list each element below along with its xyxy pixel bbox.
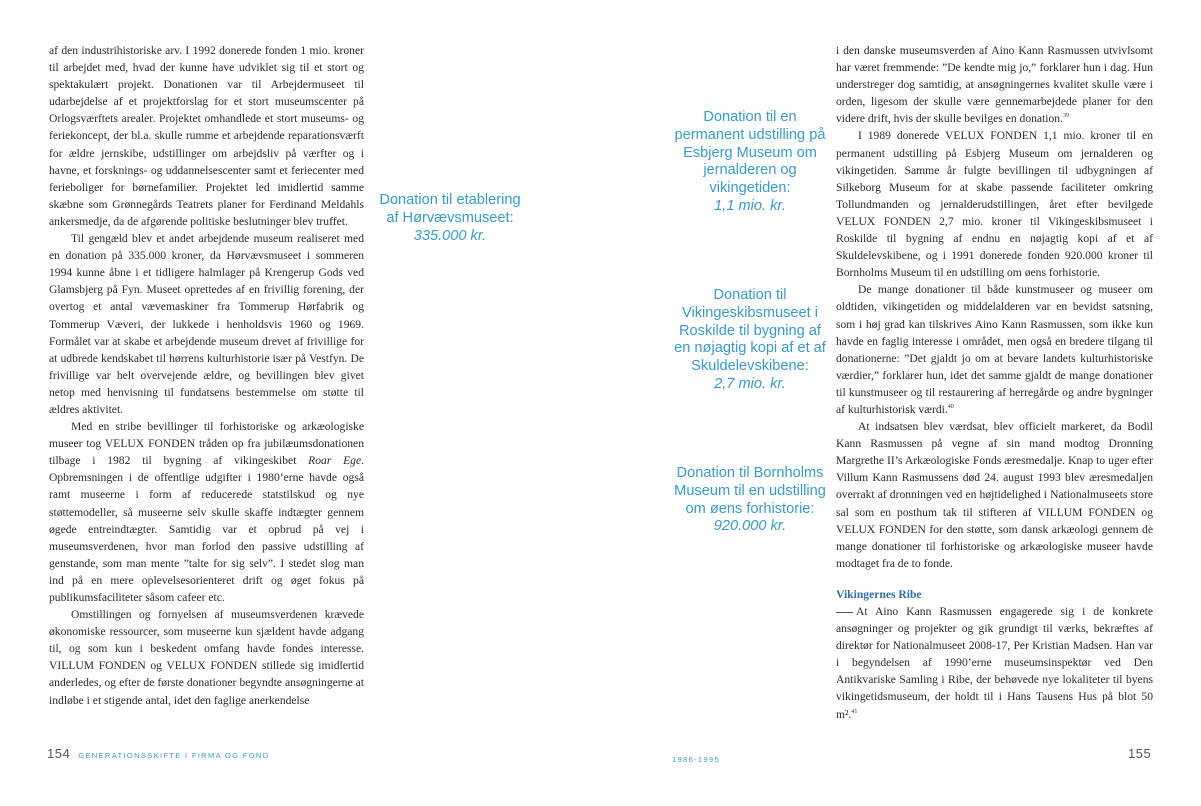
pullquote-amount: 335.000 kr. (413, 227, 487, 244)
paragraph-text: . Opbremsningen i de offentlige udgifter i 1980’erne havde også ramt museerne i form af reducerede statstilskud og nye støttemodeller, så museerne selv skulle skaffe indtægter gennem øgede entreindtægter. Samtidig var et opbrud på vej i museumsverdenen, hvor man forlod den passive udstilling af genstande, som man mente ”talte for sig selv”. I stedet slog man ind på en mere oplevelsesorienteret drift og øget fokus på publikumsfaciliteter såsom cafeer etc. (49, 454, 364, 604)
pullquote-amount: 920.000 kr. (713, 518, 787, 535)
pullquote-horvaevsmuseet (372, 192, 528, 245)
pullquote-text: Donation til en permanent udstilling på Esbjerg Museum om jernalderen og vikingetiden: (674, 109, 826, 197)
pullquote-esbjerg-museum (672, 109, 828, 216)
page-number: 154 (47, 746, 71, 761)
footnote-ref: 39 (1063, 113, 1069, 120)
footer-left (47, 745, 269, 763)
paragraph: Til gengæld blev et andet arbejdende museum realiseret med en donation på 335.000 kroner, da Hørvævsmuseet i sommeren 1994 kunne åbne i et tidligere halmlager på Krengerup Gods ved Glamsbjerg på Fyn. Museet oprettedes af en frivillig forening, der overtog et antal vævemaskiner fra Tommerup Hørfabrik og Tommerup Væveri, der lukkede i henholdsvis 1960 og 1969. Formålet var at skabe et arbejdende museum drevet af frivillige for at udbrede kendskabet til hørrens kulturhistorie især på Vestfyn. De frivillige var helt overvejende ældre, og bevillingen blev givet netop med henvisning til fundatsens bestemmelse om støtte til ældres aktivitet. (49, 232, 364, 416)
paragraph: Omstillingen og fornyelsen af museumsverdenen krævede økonomiske ressourcer, som museerne kun sjældent havde adgang til, og som kun i beskedent omfang havde fondes interesse. VILLUM FONDEN og VELUX FONDEN stillede sig imidlertid anderledes, og efter de første donationer begyndte ansøgningerne at indløbe i et stigende antal, idet den faglige anerkendelse (49, 608, 364, 707)
page-number: 155 (1128, 746, 1152, 761)
paragraph (49, 418, 364, 606)
pullquote-amount: 1,1 mio. kr. (714, 197, 786, 214)
lead-dash-rule (836, 612, 853, 613)
paragraph (836, 42, 1153, 127)
pullquote-amount: 2,7 mio. kr. (714, 375, 786, 392)
pullquote-text: Donation til etablering af Hørvævsmuseet: (379, 192, 521, 226)
paragraph-text: De mange donationer til både kunstmuseer og museer om oldtiden, vikingetiden og middelalderen var en bevidst satsning, som i høj grad kan tilskrives Aino Kann Rasmussen, som ikke kun havde en faglig interesse i området, men også en bredere tilgang til donationerne: ”Det gjaldt jo om at bevare landets kulturhistoriske værdier,” forklarer hun, idet det samme gjaldt de mange donationer til kunstmuseer og til restaurering af herregårde og andre bygninger af kulturhistorisk værdi. (836, 283, 1153, 416)
paragraph: At indsatsen blev værdsat, blev officielt markeret, da Bodil Kann Rasmussen på vegne af sin mand modtog Dronning Margrethe II’s Arkæologiske Fonds æresmedalje. Knap to uger efter Villum Kann Rasmussens død 24. august 1993 blev æresmedaljen overrakt af dronningen ved en højtidelighed i Nationalmuseets store sal som en posthum tak til stifteren af VILLUM FONDEN og VELUX FONDEN for den støtte, som dansk arkæologi gennem de mange donationer til forhistoriske og arkæologiske museer havde modtaget fra de to fonde. (836, 420, 1153, 570)
running-title: GENERATIONSSKIFTE I FIRMA OG FOND (78, 751, 270, 760)
paragraph: I 1989 donerede VELUX FONDEN 1,1 mio. kroner til en permanent udstilling på Esbjerg Museum om jernalderen og vikingetiden. Samme år fulgte bevillingen til udbygningen af Silkeborg Museum for at skabe passende faciliteter omkring Tollundmanden og jernalderudstillingen, året efter bevilgede VELUX FONDEN 2,7 mio. kroner til Vikingeskibsmuseet i Roskilde til bygning af endnu en nøjagtig kopi af et af Skuldelevskibene, og i 1991 donerede fonden 920.000 kroner til Bornholms Museum til en udstilling om øens forhistorie. (836, 129, 1153, 280)
right-text-column (836, 42, 1153, 723)
paragraph: af den industrihistoriske arv. I 1992 donerede fonden 1 mio. kroner til arbejdet med, hvad der kunne have udviklet sig til et stort og spektakulært projekt. Donationen var til Arbejdermuseet til udarbejdelse af et projektforslag for et stort museumscenter på Orlogsværftets arealer. Projektet omhandlede et stort museums- og feriekoncept, der bl.a. skulle rumme et arbejdende reparationsværft for ældre jernskibe, udstillinger om arbejdsliv på værfter og i havne, et forsknings- og uddannelsescenter samt et feriecenter med ferieboliger for børnefamilier. Projektet led imidlertid samme skæbne som Grønnegårds Teatrets planer for Ferdinand Meldahls ankersmedje, da de afgørende politiske beslutninger blev truffet. (49, 44, 364, 228)
paragraph-text: Med en stribe bevillinger til forhistoriske og arkæologiske museer tog VELUX FONDEN tråden op fra jubilæumsdonationen tilbage i 1982 til bygning af vikingeskibet (49, 420, 364, 468)
ship-name-italic: Roar Ege (308, 454, 362, 468)
footnote-ref: 41 (851, 708, 858, 715)
pullquote-text: Donation til Vikingeskibsmuseet i Roskilde til bygning af en nøjagtig kopi af et af Skuldelevskibene: (674, 287, 826, 375)
footer-right (1128, 745, 1151, 763)
paragraph (836, 281, 1153, 418)
pullquote-bornholms-museum (672, 465, 828, 536)
period-label: 1986-1995 (672, 755, 721, 764)
paragraph-text: At Aino Kann Rasmussen engagerede sig i de konkrete ansøgninger og projekter og gik grundigt til værks, bekræftes af direktør for Nationalmuseet 2008-17, Per Kristian Madsen. Han var i begyndelsen af 1990’erne museumsinspektør ved Den Antikvariske Samling i Ribe, der behøvede nye lokaliteter til byens vikingetidsmuseum, der holdt til i Hans Tausens Hus på blot 50 m². (836, 605, 1153, 721)
paragraph (836, 603, 1153, 723)
section-heading: Vikingernes Ribe (836, 587, 922, 601)
paragraph-text: i den danske museumsverden af Aino Kann Rasmussen utvivlsomt har været fremmende: ”De kendte mig jo,” forklarer hun i dag. Hun understreger dog samtidig, at ansøgningernes kvalitet skulle være i orden, ligesom der skulle være gennemarbejdede planer for den videre drift, hvis der skulle bevilges en donation. (836, 44, 1153, 126)
left-text-column (49, 42, 364, 709)
footer-center (672, 749, 720, 767)
pullquote-text: Donation til Bornholms Museum til en udstilling om øens forhistorie: (674, 465, 826, 517)
pullquote-vikingeskibsmuseet (672, 287, 828, 394)
footnote-ref: 40 (947, 404, 954, 411)
